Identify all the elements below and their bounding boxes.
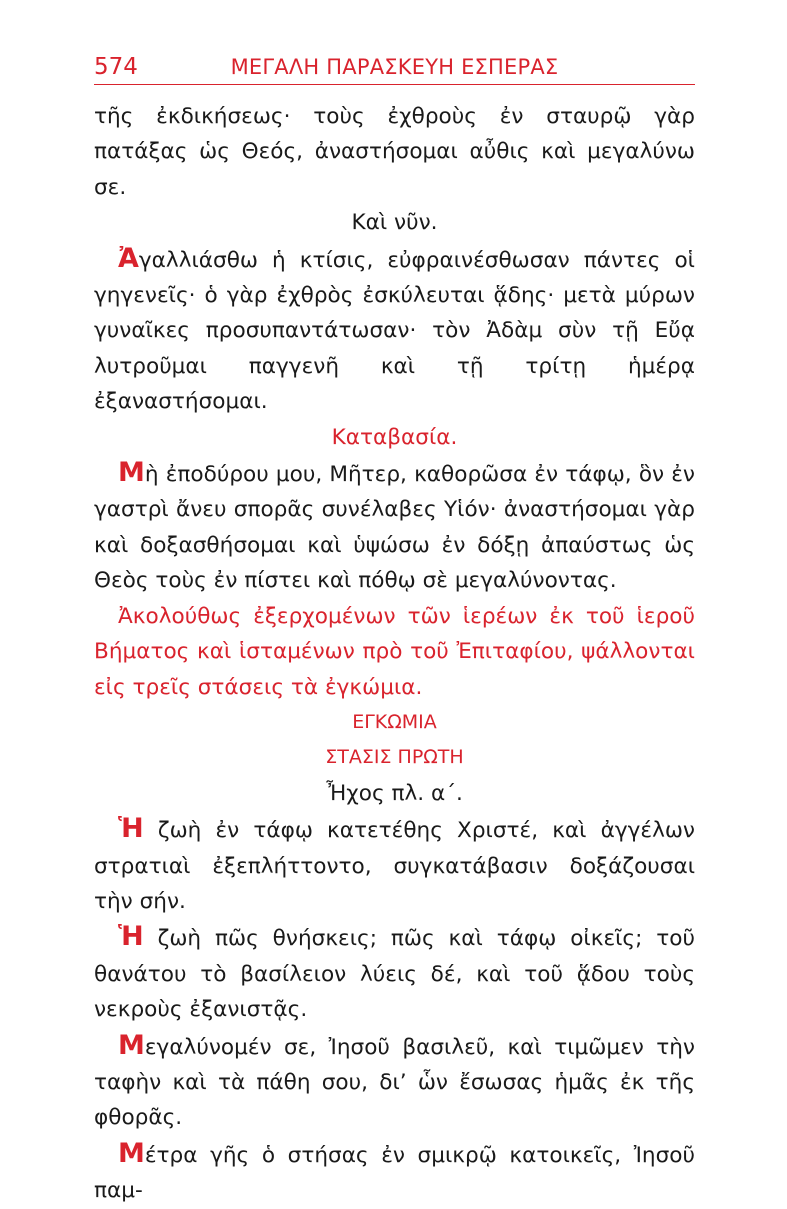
verse-text: ζωὴ ἐν τάφῳ κατετέθης Χριστέ, καὶ ἀγγέλων στρατιαὶ ἐξεπλήττοντο, συγκατάβασιν δοξάζουσαι τὴν σήν. [94, 818, 695, 914]
drop-initial: Ἀ [118, 242, 139, 274]
drop-initial: Μ [118, 1137, 145, 1169]
paragraph-text: γαλλιάσθω ἡ κτίσις, εὐφραινέσθωσαν πάντες οἱ γηγενεῖς· ὁ γὰρ ἐχθρὸς ἐσκύλευται ᾅδης· μετὰ μύρων γυναῖκες προσυπαντάτωσαν· τὸν Ἀδὰμ σὺν τῇ Εὔᾳ λυτροῦμαι παγγενῆ καὶ τῇ τρίτῃ ἡμέρᾳ ἐξαναστήσομαι. [94, 247, 695, 415]
drop-initial: Μ [118, 1029, 145, 1061]
stasis-heading: ΣΤΑΣΙΣ ΠΡΩΤΗ [325, 746, 464, 769]
verse-text: έτρα γῆς ὁ στήσας ἐν σμικρῷ κατοικεῖς, Ἰησοῦ παμ- [94, 1142, 695, 1204]
running-title: ΜΕΓΑΛΗ ΠΑΡΑΣΚΕΥΗ ΕΣΠΕΡΑΣ [230, 55, 559, 79]
page-number: 574 [94, 54, 138, 80]
verse-1 [94, 811, 695, 919]
paragraph-text: ὴ ἐποδύρου μου, Μῆτερ, καθορῶσα ἐν τάφῳ, ὃν ἐν γαστρὶ ἄνευ σπορᾶς συνέλαβες Υἱόν· ἀναστήσομαι γὰρ καὶ δοξασθήσομαι καὶ ὑψώσω ἐν δόξῃ ἀπαύστως ὡς Θεὸς τοὺς ἐν πίστει καὶ πόθῳ σὲ μεγαλύνοντας. [94, 462, 695, 594]
book-page [94, 50, 695, 1209]
rubric-paragraph: Ἀκολούθως ἐξερχομένων τῶν ἱερέων ἐκ τοῦ ἱεροῦ Βήματος καὶ ἱσταμένων πρὸ τοῦ Ἐπιταφίου, ψάλλονται εἰς τρεῖς στάσεις τὰ ἐγκώμια. [94, 603, 695, 700]
page-header [94, 50, 695, 85]
paragraph-katavasia [94, 455, 695, 599]
verse-text: ζωὴ πῶς θνήσκεις; πῶς καὶ τάφῳ οἰκεῖς; τοῦ θανάτου τὸ βασίλειον λύεις δέ, καὶ τοῦ ᾅδου τοὺς νεκροὺς ἐξανιστᾷς. [94, 926, 695, 1023]
katavasia-heading: Καταβασία. [331, 424, 458, 450]
paragraph-text: τῆς ἐκδικήσεως· τοὺς ἐχθροὺς ἐν σταυρῷ γὰρ πατάξας ὡς Θεός, ἀναστήσομαι αὖθις καὶ μεγαλύνω σε. [94, 104, 695, 200]
drop-initial: Μ [118, 457, 145, 489]
drop-initial: Ἡ [118, 921, 144, 953]
paragraph-ode-end [94, 99, 695, 205]
verse-4 [94, 1136, 695, 1209]
page-body [94, 99, 695, 1209]
verse-2 [94, 919, 695, 1027]
verse-text: εγαλύνομέν σε, Ἰησοῦ βασιλεῦ, καὶ τιμῶμεν τὴν ταφὴν καὶ τὰ πάθη σου, δι’ ὧν ἔσωσας ἡμᾶς ἐκ τῆς φθορᾶς. [94, 1034, 695, 1131]
echos-heading: Ἦχος πλ. α΄. [326, 780, 463, 806]
kai-nyn-heading: Καὶ νῦν. [351, 210, 438, 236]
drop-initial: Ἡ [118, 813, 144, 845]
egkomia-heading: ΕΓΚΩΜΙΑ [352, 710, 437, 733]
verse-3 [94, 1028, 695, 1136]
paragraph-theotokion [94, 241, 695, 420]
